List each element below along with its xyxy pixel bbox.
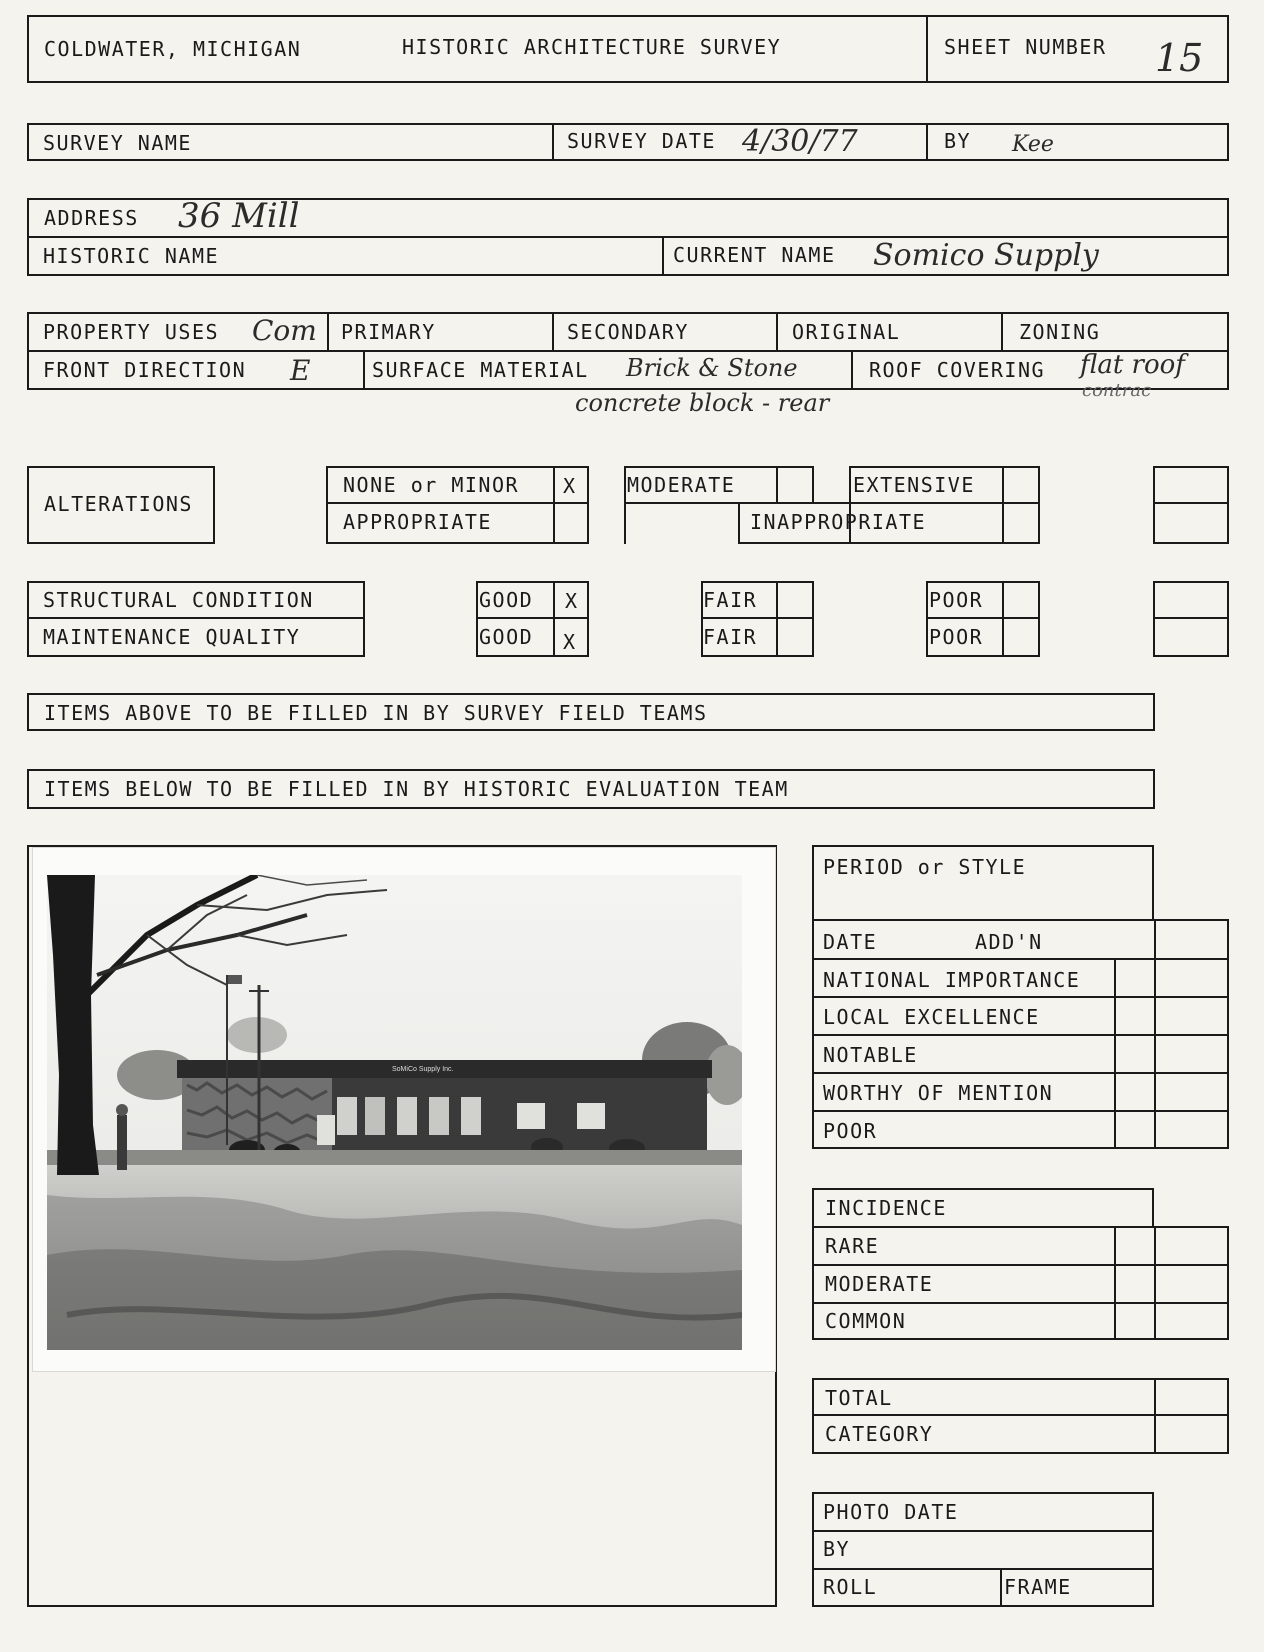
form-title: HISTORIC ARCHITECTURE SURVEY bbox=[402, 35, 782, 59]
front-direction-value[interactable]: E bbox=[290, 354, 311, 387]
property-div-6 bbox=[851, 350, 853, 390]
roof-covering-note: contrac bbox=[1082, 380, 1152, 401]
moderate-box-col bbox=[776, 466, 778, 504]
good-box-col bbox=[553, 581, 555, 657]
zoning-label: ZONING bbox=[1019, 320, 1101, 344]
fair-box-row bbox=[701, 617, 814, 619]
maintenance-fair-label: FAIR bbox=[703, 625, 758, 649]
property-div-5 bbox=[363, 350, 365, 390]
period-style-label: PERIOD or STYLE bbox=[823, 855, 1027, 879]
surface-material-note: concrete block - rear bbox=[575, 389, 830, 417]
photo-info-col bbox=[1000, 1568, 1002, 1607]
city-label: COLDWATER, MICHIGAN bbox=[44, 37, 302, 61]
extensive-box-row bbox=[738, 502, 1040, 504]
common-label: COMMON bbox=[825, 1309, 907, 1333]
eval-row-3 bbox=[812, 1034, 1229, 1036]
header-divider bbox=[926, 15, 928, 83]
original-label: ORIGINAL bbox=[792, 320, 901, 344]
maintenance-quality-label: MAINTENANCE QUALITY bbox=[43, 625, 301, 649]
inappropriate-bottom bbox=[738, 542, 849, 544]
photo-info-row-1 bbox=[812, 1530, 1154, 1532]
roof-covering-value[interactable]: flat roof bbox=[1080, 350, 1185, 380]
property-div-3 bbox=[776, 312, 778, 350]
structural-good-label: GOOD bbox=[479, 588, 534, 612]
poor-box-row bbox=[926, 617, 1040, 619]
sheet-number-value[interactable]: 15 bbox=[1155, 36, 1204, 80]
maintenance-good-mark[interactable]: X bbox=[563, 630, 576, 654]
poor-box-col bbox=[1002, 581, 1004, 657]
eval-row-5 bbox=[812, 1110, 1229, 1112]
survey-divider-2 bbox=[926, 123, 928, 161]
worthy-of-mention-label: WORTHY OF MENTION bbox=[823, 1081, 1054, 1105]
alterations-label: ALTERATIONS bbox=[44, 492, 193, 516]
condition-score-row bbox=[1153, 617, 1229, 619]
roof-covering-label: ROOF COVERING bbox=[869, 358, 1046, 382]
property-uses-label: PROPERTY USES bbox=[43, 320, 220, 344]
frame-label: FRAME bbox=[1004, 1575, 1072, 1599]
building-photo bbox=[47, 875, 742, 1350]
condition-label-row bbox=[27, 617, 365, 619]
incidence-moderate-label: MODERATE bbox=[825, 1272, 934, 1296]
total-label: TOTAL bbox=[825, 1386, 893, 1410]
photo-by-label: BY bbox=[823, 1537, 851, 1561]
moderate-label: MODERATE bbox=[627, 473, 736, 497]
national-importance-label: NATIONAL IMPORTANCE bbox=[823, 968, 1081, 992]
alterations-score-row bbox=[1153, 502, 1229, 504]
alterations-score-box bbox=[1153, 466, 1229, 544]
address-value[interactable]: 36 Mill bbox=[178, 196, 300, 236]
none-minor-label: NONE or MINOR bbox=[343, 473, 520, 497]
total-col bbox=[1154, 1378, 1156, 1454]
sheet-number-label: SHEET NUMBER bbox=[944, 35, 1107, 59]
good-box-row bbox=[476, 617, 589, 619]
appropriate-label: APPROPRIATE bbox=[343, 510, 492, 534]
incidence-col-1 bbox=[1114, 1226, 1116, 1340]
extensive-box-col bbox=[1002, 466, 1004, 544]
eval-col-1 bbox=[1114, 958, 1116, 1149]
inappropriate-left bbox=[738, 502, 740, 544]
current-name-value[interactable]: Somico Supply bbox=[873, 238, 1099, 273]
current-name-label: CURRENT NAME bbox=[673, 243, 836, 267]
condition-score-box bbox=[1153, 581, 1229, 657]
date-label: DATE bbox=[823, 930, 878, 954]
primary-label: PRIMARY bbox=[341, 320, 436, 344]
structural-condition-label: STRUCTURAL CONDITION bbox=[43, 588, 314, 612]
photo-info-row-2 bbox=[812, 1568, 1154, 1570]
building-sign: SoMiCo Supply Inc. bbox=[392, 1066, 454, 1073]
survey-date-value[interactable]: 4/30/77 bbox=[742, 124, 858, 159]
eval-poor-label: POOR bbox=[823, 1119, 878, 1143]
by-value[interactable]: Kee bbox=[1012, 132, 1054, 157]
surface-material-label: SURFACE MATERIAL bbox=[372, 358, 589, 382]
property-uses-value[interactable]: Com bbox=[252, 314, 317, 347]
incidence-row-1 bbox=[812, 1264, 1229, 1266]
photo-date-label: PHOTO DATE bbox=[823, 1500, 959, 1524]
structural-poor-label: POOR bbox=[929, 588, 984, 612]
notable-label: NOTABLE bbox=[823, 1043, 918, 1067]
eval-row-1 bbox=[812, 958, 1229, 960]
field-team-note: ITEMS ABOVE TO BE FILLED IN BY SURVEY FIELD TEAMS bbox=[44, 701, 708, 725]
structural-fair-label: FAIR bbox=[703, 588, 758, 612]
inappropriate-label: INAPPROPRIATE bbox=[750, 510, 927, 534]
rare-label: RARE bbox=[825, 1234, 880, 1258]
incidence-row-2 bbox=[812, 1302, 1229, 1304]
property-div-2 bbox=[552, 312, 554, 350]
evaluation-team-note: ITEMS BELOW TO BE FILLED IN BY HISTORIC EVALUATION TEAM bbox=[44, 777, 789, 801]
extensive-label: EXTENSIVE bbox=[853, 473, 975, 497]
incidence-col-2 bbox=[1154, 1226, 1156, 1340]
secondary-label: SECONDARY bbox=[567, 320, 689, 344]
eval-row-2 bbox=[812, 996, 1229, 998]
historic-name-label: HISTORIC NAME bbox=[43, 244, 220, 268]
eval-row-4 bbox=[812, 1072, 1229, 1074]
moderate-stem bbox=[624, 502, 626, 544]
eval-col-2 bbox=[1154, 919, 1156, 1149]
property-row-divider bbox=[27, 350, 1229, 352]
local-excellence-label: LOCAL EXCELLENCE bbox=[823, 1005, 1040, 1029]
structural-good-mark[interactable]: X bbox=[565, 589, 578, 613]
property-div-4 bbox=[1001, 312, 1003, 350]
fair-box-col bbox=[776, 581, 778, 657]
survey-name-label: SURVEY NAME bbox=[43, 131, 192, 155]
front-direction-label: FRONT DIRECTION bbox=[43, 358, 247, 382]
address-label: ADDRESS bbox=[44, 206, 139, 230]
incidence-label: INCIDENCE bbox=[825, 1196, 947, 1220]
alterations-grid-col bbox=[553, 466, 555, 544]
total-row bbox=[812, 1414, 1229, 1416]
property-div-1 bbox=[327, 312, 329, 350]
surface-material-value[interactable]: Brick & Stone bbox=[626, 354, 798, 382]
survey-divider-1 bbox=[552, 123, 554, 161]
roll-label: ROLL bbox=[823, 1575, 878, 1599]
survey-date-label: SURVEY DATE bbox=[567, 129, 716, 153]
alterations-grid-row bbox=[326, 502, 589, 504]
category-label: CATEGORY bbox=[825, 1422, 934, 1446]
maintenance-poor-label: POOR bbox=[929, 625, 984, 649]
none-minor-mark[interactable]: X bbox=[563, 474, 576, 498]
addn-label: ADD'N bbox=[975, 930, 1043, 954]
maintenance-good-label: GOOD bbox=[479, 625, 534, 649]
by-label: BY bbox=[944, 129, 972, 153]
address-col-divider bbox=[662, 236, 664, 276]
